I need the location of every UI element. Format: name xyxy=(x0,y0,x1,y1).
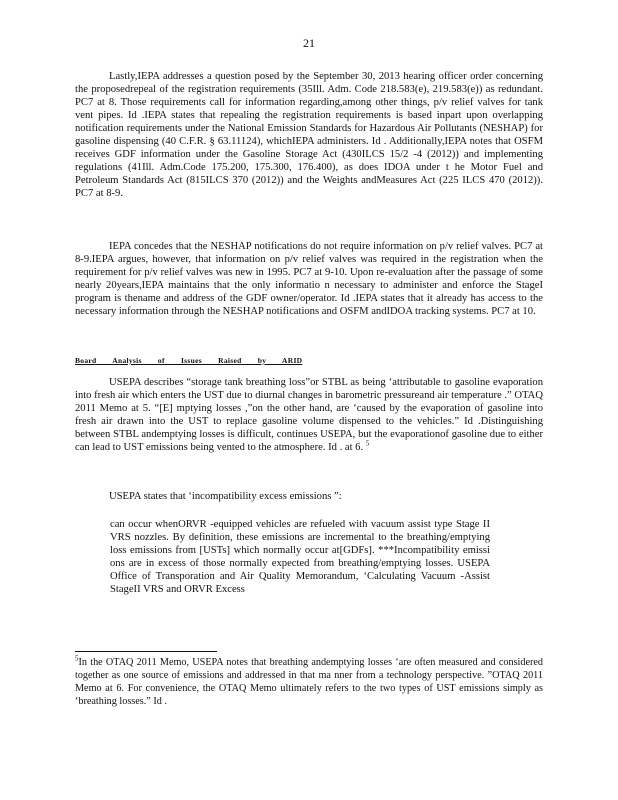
footnote-number: 5 xyxy=(75,654,79,663)
footnote-text: In the OTAQ 2011 Memo, USEPA notes that breathing andemptying losses ‘are often measured and considered together as one source of emissions and addressed in that ma nner from a technology perspective. ”OTAQ 2011 Memo at 6. For convenience, the OTAQ Memo ultimately refers to the two types of UST emissions simply as ‘breathing losses.” Id . xyxy=(75,657,543,707)
paragraph-iepa-concedes: IEPA concedes that the NESHAP notifications do not require information on p/v relief valves. PC7 at 8-9.IEPA argues, however, that information on p/v relief valves was required in the registration when the requirement for p/v relief valves was new in 1995. PC7 at 9-10. Upon re-evaluation after the passage of some nearly 20years,IEPA maintains that the only informatio n necessary to administer and enforce the StageI program is thename and address of the GDF owner/operator. Id .IEPA states that it already has access to the necessary information through the NESHAP notifications and OSFM andIDOA tracking systems. PC7 at 10. xyxy=(75,241,543,317)
block-quote: can occur whenORVR -equipped vehicles are refueled with vacuum assist type Stage II VRS nozzles. By definition, these emissions are incremental to the breathing/emptying loss emissions from [USTs] which normally occur at[GDFs]. ***Incompatibility emissi ons are in excess of those normally expected from breathing/emptying losses. USEPA Office of Transporation and Air Quality Memorandum, ‘Calculating Vacuum -Assist StageII VRS and ORVR Excess xyxy=(110,519,490,595)
section-heading: Board Analysis of Issues Raised by ARID xyxy=(75,356,303,365)
page-number: 21 xyxy=(303,36,315,50)
footnote-reference: 5 xyxy=(365,439,370,448)
paragraph-usepa-describes-text: USEPA describes “storage tank breathing loss”or STBL as being ‘attributable to gasoline evaporation into fresh air which enters the UST due to diurnal changes in barometric pressureand air temperature .” OTAQ 2011 Memo at 5. “[E] mptying losses ,”on the other hand, are ‘caused by the evaporation of gasoline into fresh air drawn into the UST to replace gasoline volume dispensed to the vehicles.” Id .Distinguishing between STBL andemptying losses is difficult, continues USEPA, but the evaporationof gasoline due to either can lead to UST emissions being vented to the atmosphere. Id . at 6. xyxy=(75,377,543,453)
footnote-divider xyxy=(75,651,217,652)
paragraph-usepa-describes xyxy=(75,376,543,454)
paragraph-usepa-states: USEPA states that ‘incompatibility excess emissions ”: xyxy=(109,491,342,502)
paragraph-iepa-registration: Lastly,IEPA addresses a question posed by the September 30, 2013 hearing officer order concerning the proposedrepeal of the registration requirements (35Ill. Adm. Code 218.583(e), 219.583(e)) as redundant. PC7 at 8. Those requirements call for information regarding,among other things, p/v relief valves for tank vent pipes. Id .IEPA states that repealing the registration requirements is based inpart upon overlapping notification requirements under the National Emission Standards for Hazardous Air Pollutants (NESHAP) for gasoline dispensing (40 C.F.R. § 63.11124), whichIEPA administers. Id . Additionally,IEPA notes that OSFM receives GDF information under the Gasoline Storage Act (430ILCS 15/2 -4 (2012)) and implementing regulations (41Ill. Adm.Code 175.200, 175.300, 176.400), as does IDOA under t he Motor Fuel and Petroleum Standards Act (815ILCS 370 (2012)) and the Weights andMeasures Act (225 ILCS 470 (2012)). PC7 at 8-9. xyxy=(75,71,543,199)
footnote xyxy=(75,656,543,708)
